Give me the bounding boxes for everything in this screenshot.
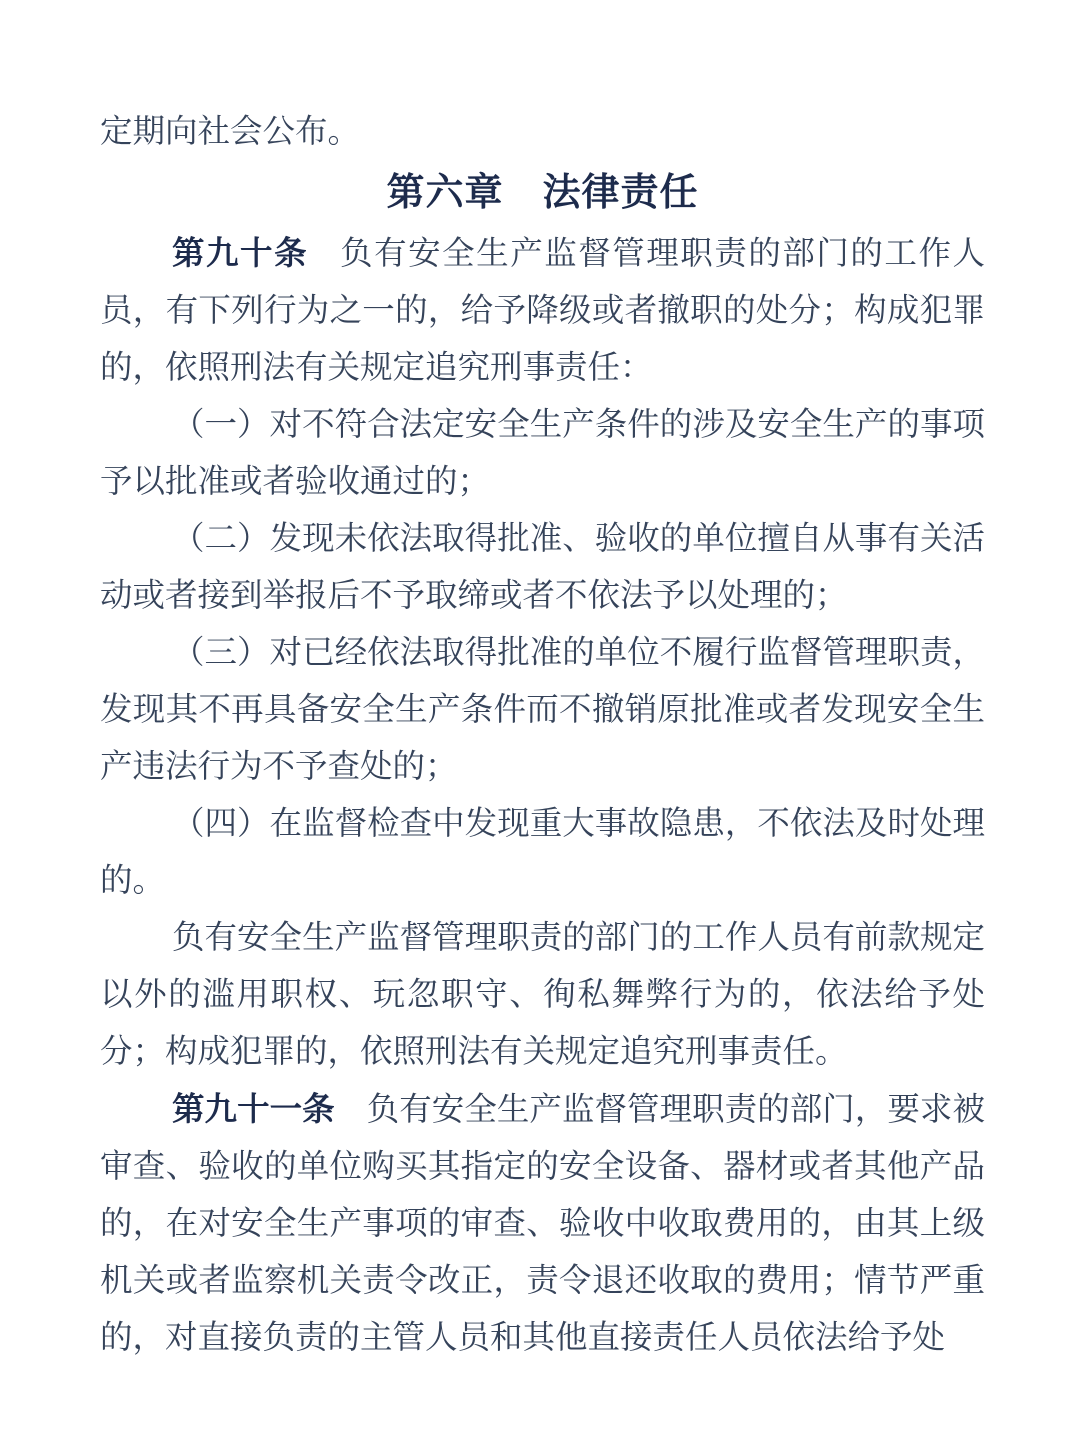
article-91-opening-paragraph [100,1081,985,1367]
chapter-heading: 第六章 法律责任 [386,172,699,214]
continuation-line: 定期向社会公布。 [100,114,361,150]
article-90-opening-paragraph [100,225,985,397]
article-90-item-3: （三）对已经依法取得批准的单位不履行监督管理职责，发现其不再具备安全生产条件而不撤销原批准或者发现安全生产违法行为不予查处的； [100,635,985,785]
article-90-lead-text: 负有安全生产监督管理职责的部门的工作人员，有下列行为之一的，给予降级或者撤职的处分；构成犯罪的，依照刑法有关规定追究刑事责任： [100,236,985,386]
article-90-closing-paragraph: 负有安全生产监督管理职责的部门的工作人员有前款规定以外的滥用职权、玩忽职守、徇私舞弊行为的，依法给予处分；构成犯罪的，依照刑法有关规定追究刑事责任。 [100,920,985,1070]
article-90-number: 第九十条 [172,235,309,271]
article-91-number: 第九十一条 [172,1091,335,1127]
article-90-item-4: （四）在监督检查中发现重大事故隐患，不依法及时处理的。 [100,806,985,899]
article-90-item-1: （一）对不符合法定安全生产条件的涉及安全生产的事项予以批准或者验收通过的； [100,407,985,500]
article-91-lead-text: 负有安全生产监督管理职责的部门，要求被审查、验收的单位购买其指定的安全设备、器材或者其他产品的，在对安全生产事项的审查、验收中收取费用的，由其上级机关或者监察机关责令改正，责令退还收取的费用；情节严重的，对直接负责的主管人员和其他直接责任人员依法给予处 [100,1092,985,1356]
article-90-item-2: （二）发现未依法取得批准、验收的单位擅自从事有关活动或者接到举报后不予取缔或者不依法予以处理的； [100,521,985,614]
